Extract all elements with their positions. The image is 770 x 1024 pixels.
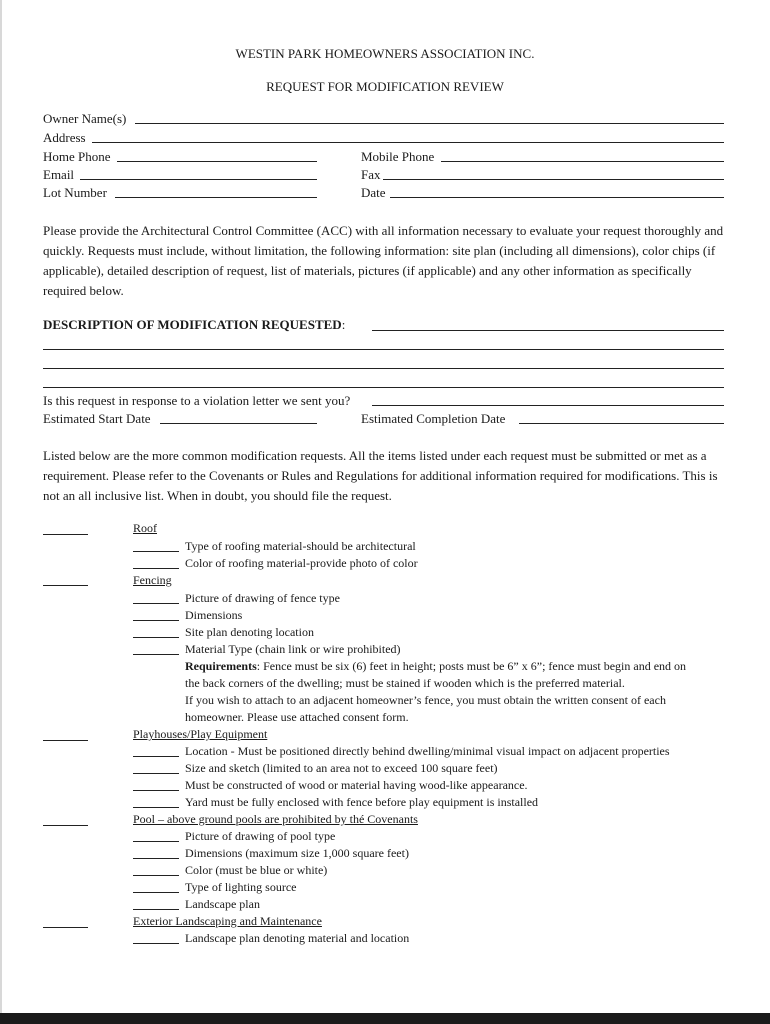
requirements-text: : Fence must be six (6) feet in height; posts must be 6” x 6”; fence must begin and end on	[256, 659, 687, 673]
violation-question: Is this request in response to a violation letter we sent you?	[43, 393, 351, 408]
requirements-line-3: If you wish to attach to an adjacent homeowner’s fence, you must obtain the written consent of each	[185, 693, 666, 707]
fencing-item: Picture of drawing of fence type	[185, 591, 340, 605]
pool-item-check[interactable]	[133, 875, 179, 876]
requirements-line-4: homeowner. Please use attached consent form.	[185, 710, 409, 724]
requirements-line-2: the back corners of the dwelling; must be stained if wooden which is the preferred material.	[185, 676, 625, 690]
fencing-item-check[interactable]	[133, 637, 179, 638]
playhouses-item: Location - Must be positioned directly behind dwelling/minimal visual impact on adjacent properties	[185, 744, 670, 758]
pool-item-check[interactable]	[133, 858, 179, 859]
owner-names-line[interactable]	[135, 123, 724, 124]
playhouses-check[interactable]	[43, 740, 88, 741]
landscaping-item: Landscape plan denoting material and location	[185, 931, 410, 945]
home-phone-line[interactable]	[117, 161, 317, 162]
form-title: REQUEST FOR MODIFICATION REVIEW	[266, 79, 504, 94]
roof-item: Color of roofing material-provide photo of color	[185, 556, 418, 570]
description-colon: :	[341, 317, 346, 332]
playhouses-title: Playhouses/Play Equipment	[133, 727, 268, 741]
description-heading: DESCRIPTION OF MODIFICATION REQUESTED	[43, 317, 342, 332]
landscaping-check[interactable]	[43, 927, 88, 928]
pool-title: Pool – above ground pools are prohibited by thé Covenants	[133, 812, 418, 826]
roof-item-check[interactable]	[133, 551, 179, 552]
home-phone-label: Home Phone	[43, 149, 111, 164]
pool-item-check[interactable]	[133, 841, 179, 842]
email-line[interactable]	[80, 179, 317, 180]
pool-item: Color (must be blue or white)	[185, 863, 328, 877]
lot-number-line[interactable]	[115, 197, 317, 198]
address-line[interactable]	[92, 142, 724, 143]
roof-item: Type of roofing material-should be architectural	[185, 539, 416, 553]
pool-item-check[interactable]	[133, 892, 179, 893]
pool-item-check[interactable]	[133, 909, 179, 910]
violation-line[interactable]	[372, 405, 724, 406]
fax-line[interactable]	[383, 179, 724, 180]
requirements-label: Requirements	[185, 659, 257, 673]
description-line-3[interactable]	[43, 368, 724, 369]
fencing-item: Site plan denoting location	[185, 625, 314, 639]
fencing-item: Material Type (chain link or wire prohibited)	[185, 642, 401, 656]
date-label: Date	[361, 185, 386, 200]
landscaping-item-check[interactable]	[133, 943, 179, 944]
fencing-item-check[interactable]	[133, 620, 179, 621]
date-line[interactable]	[390, 197, 724, 198]
pool-item: Type of lighting source	[185, 880, 297, 894]
org-title: WESTIN PARK HOMEOWNERS ASSOCIATION INC.	[235, 46, 535, 61]
roof-item-check[interactable]	[133, 568, 179, 569]
intro-paragraph: Please provide the Architectural Control Committee (ACC) with all information necessary to evaluate your request thoroughly and quickly. Requests must include, without limitation, the following information: site plan (including all dimensions), color chips (if applicable), detailed description of request, list of materials, pictures (if applicable) and any other information as specifically required below.	[43, 223, 724, 298]
pool-check[interactable]	[43, 825, 88, 826]
owner-names-label: Owner Name(s)	[43, 111, 127, 126]
playhouses-item-check[interactable]	[133, 790, 179, 791]
mobile-phone-label: Mobile Phone	[361, 149, 435, 164]
email-label: Email	[43, 167, 75, 182]
playhouses-item: Yard must be fully enclosed with fence before play equipment is installed	[185, 795, 539, 809]
fencing-title: Fencing	[133, 573, 172, 587]
playhouses-item-check[interactable]	[133, 756, 179, 757]
address-label: Address	[43, 130, 86, 145]
playhouses-item: Size and sketch (limited to an area not to exceed 100 square feet)	[185, 761, 498, 775]
scan-bottom-edge	[0, 1013, 770, 1024]
description-heading-wrap	[43, 317, 345, 333]
pool-item: Picture of drawing of pool type	[185, 829, 336, 843]
pool-item: Dimensions (maximum size 1,000 square feet)	[185, 846, 409, 860]
playhouses-item-check[interactable]	[133, 807, 179, 808]
playhouses-item: Must be constructed of wood or material having wood-like appearance.	[185, 778, 528, 792]
description-line-2[interactable]	[43, 349, 724, 350]
start-date-label: Estimated Start Date	[43, 411, 151, 426]
landscaping-title: Exterior Landscaping and Maintenance	[133, 914, 322, 928]
roof-title: Roof	[133, 521, 157, 535]
mobile-phone-line[interactable]	[441, 161, 724, 162]
fencing-item: Dimensions	[185, 608, 243, 622]
fencing-requirements	[185, 659, 686, 674]
completion-date-line[interactable]	[519, 423, 724, 424]
fencing-item-check[interactable]	[133, 603, 179, 604]
fencing-check[interactable]	[43, 585, 88, 586]
listed-intro-paragraph: Listed below are the more common modification requests. All the items listed under each request must be submitted or met as a requirement. Please refer to the Covenants or Rules and Regulations for additional information required for modifications. This is not an all inclusive list. When in doubt, you should file the request.	[43, 448, 718, 503]
start-date-line[interactable]	[160, 423, 317, 424]
pool-item: Landscape plan	[185, 897, 260, 911]
completion-date-label: Estimated Completion Date	[361, 411, 506, 426]
description-line-4[interactable]	[43, 387, 724, 388]
playhouses-item-check[interactable]	[133, 773, 179, 774]
scan-left-edge	[0, 0, 2, 1024]
fax-label: Fax	[361, 167, 381, 182]
description-line-1[interactable]	[372, 330, 724, 331]
fencing-item-check[interactable]	[133, 654, 179, 655]
roof-check[interactable]	[43, 534, 88, 535]
lot-number-label: Lot Number	[43, 185, 107, 200]
